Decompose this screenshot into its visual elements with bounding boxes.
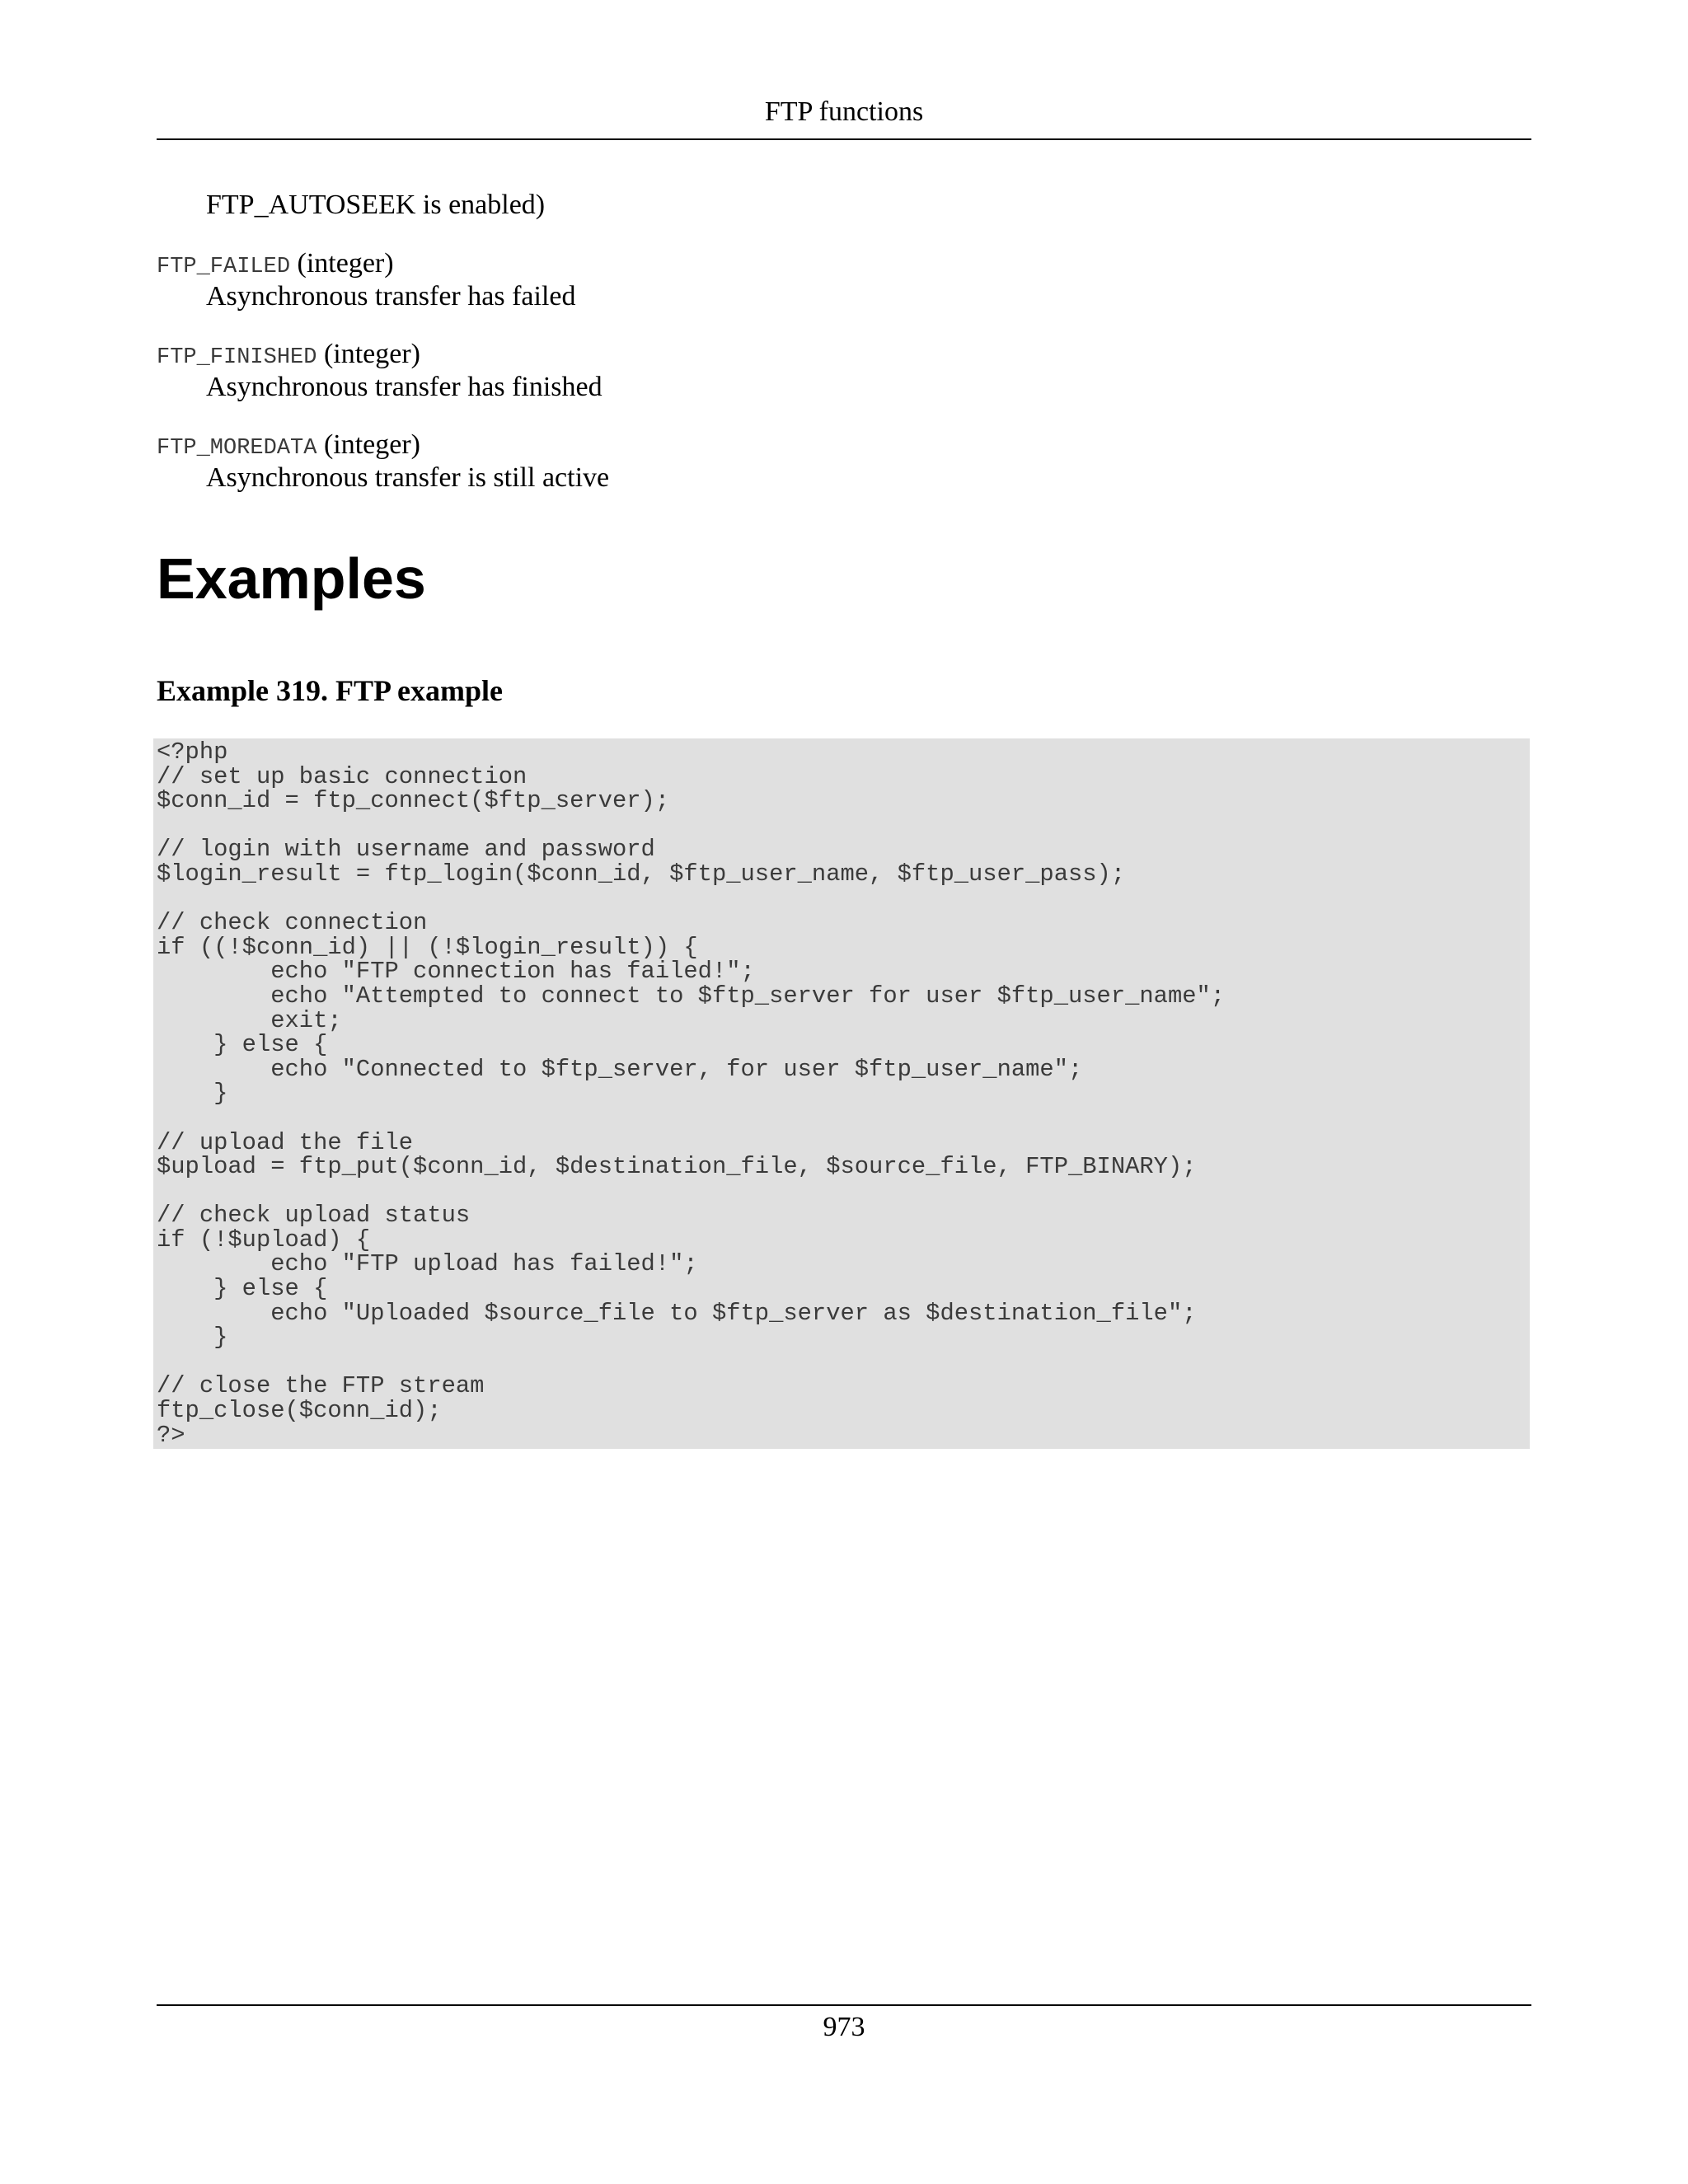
code-block: <?php // set up basic connection $conn_id = ftp_connect($ftp_server); // login with username and password $login_result = ftp_login($conn_id, $ftp_user_name, $ftp_user_pass); // check connection if ((!$conn_id) || (!$login_result)) { echo "FTP connection has failed!"; echo "Attempted to connect to $ftp_server for user $ftp_user_name"; exit; } else { echo "Connected to $ftp_server, for user $ftp_user_name"; } // upload the file $upload = ftp_put($conn_id, $destination_file, $source_file, FTP_BINARY); // check upload status if (!$upload) { echo "FTP upload has failed!"; } else { echo "Uploaded $source_file to $ftp_server as $destination_file"; } // close the FTP stream ftp_close($conn_id); ?> bbox=[153, 738, 1530, 1449]
constant-entry-ftp-failed bbox=[157, 249, 1533, 312]
section-heading-examples: Examples bbox=[157, 546, 426, 611]
example-title: Example 319. FTP example bbox=[157, 674, 503, 707]
constant-description: Asynchronous transfer is still active bbox=[206, 462, 610, 493]
constant-entry-ftp-moredata bbox=[157, 430, 1533, 493]
constant-term bbox=[157, 340, 1533, 373]
constant-type: (integer) bbox=[323, 429, 420, 460]
page-content bbox=[157, 190, 1533, 1449]
constant-name: FTP_MOREDATA bbox=[157, 436, 317, 461]
constant-description: Asynchronous transfer has finished bbox=[206, 372, 603, 402]
page-number: 973 bbox=[157, 2004, 1531, 2044]
constant-entry-ftp-finished bbox=[157, 340, 1533, 402]
constant-name: FTP_FINISHED bbox=[157, 345, 317, 370]
constant-type: (integer) bbox=[323, 339, 420, 369]
constant-term bbox=[157, 430, 1533, 463]
constant-description: Asynchronous transfer has failed bbox=[206, 281, 576, 312]
page-header: FTP functions bbox=[157, 96, 1531, 140]
constant-type: (integer) bbox=[297, 248, 394, 279]
constant-name: FTP_FAILED bbox=[157, 255, 291, 279]
constant-term bbox=[157, 249, 1533, 282]
constant-continuation-text: FTP_AUTOSEEK is enabled) bbox=[206, 190, 546, 220]
